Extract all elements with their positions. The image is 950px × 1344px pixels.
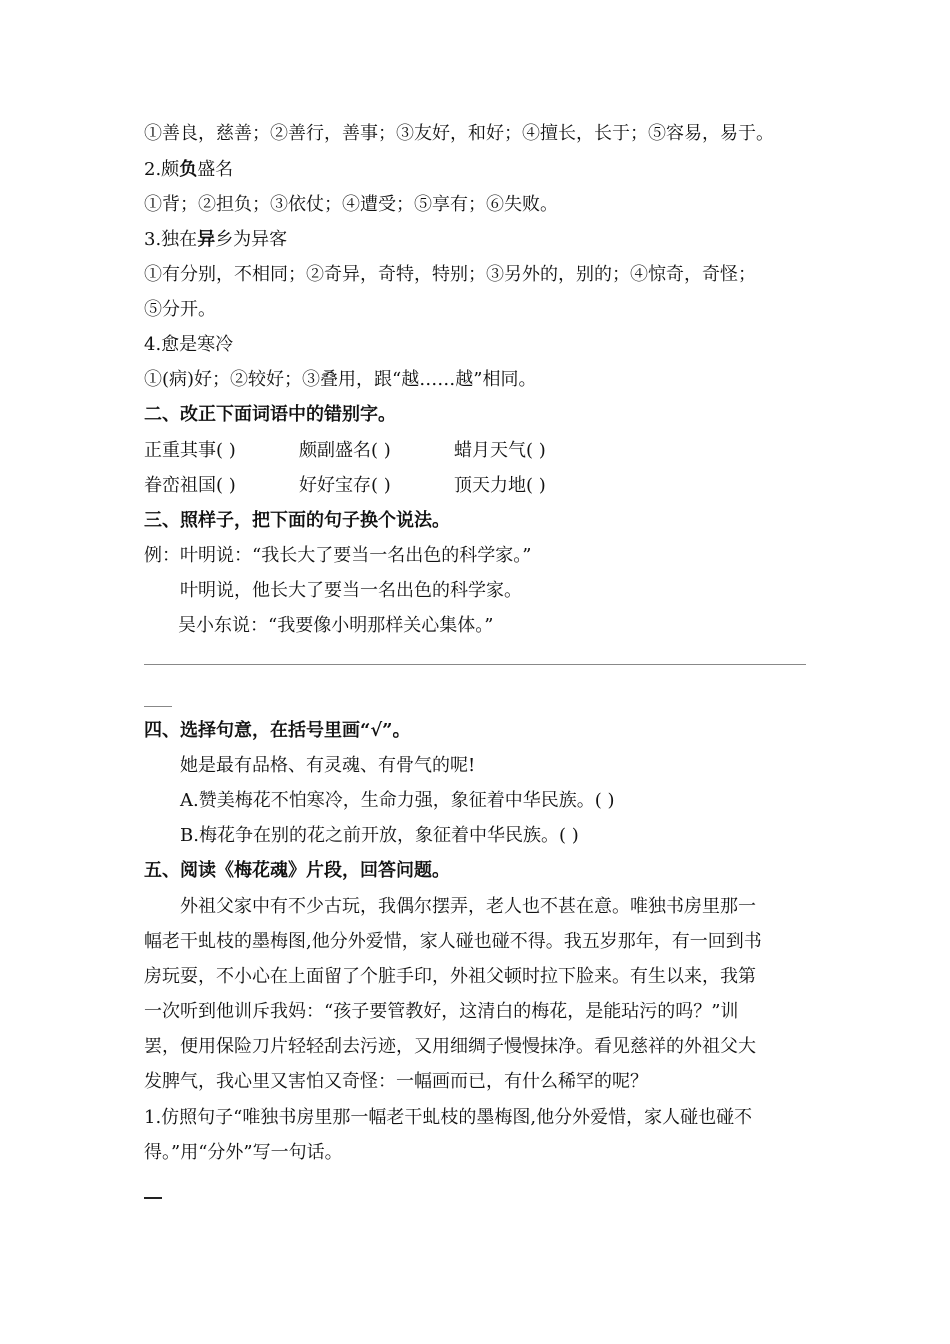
question-3-prefix: 3.独在 (144, 229, 198, 250)
section-3-question: 吴小东说：“我要像小明那样关心集体。” (178, 615, 494, 636)
definitions-shan: ①善良，慈善；②善行，善事；③友好，和好；④擅长，长于；⑤容易，易于。 (144, 123, 774, 144)
option-b[interactable]: B.梅花争在别的花之前开放，象征着中华民族。( ) (180, 825, 579, 846)
question-2-keyword: 负 (179, 159, 198, 180)
question-4-heading: 4.愈是寒冷 (144, 334, 234, 355)
section-5-question-1-line1: 1.仿照句子“唯独书房里那一幅老干虬枝的墨梅图,他分外爱惜，家人碰也碰不 (144, 1107, 753, 1128)
question-3-heading (144, 227, 810, 253)
correction-item[interactable]: 眷峦祖国( ) (144, 475, 236, 496)
section-2-row-2 (144, 473, 810, 499)
passage-line: 房玩耍，不小心在上面留了个脏手印，外祖父顿时拉下脸来。有生以来，我第 (144, 966, 756, 987)
question-3-suffix: 乡为异客 (215, 229, 288, 250)
section-3-example: 例：叶明说：“我长大了要当一名出色的科学家。” (144, 545, 532, 566)
answer-line[interactable] (144, 1197, 162, 1199)
question-2-prefix: 2.颇 (144, 159, 180, 180)
section-3-title: 三、照样子，把下面的句子换个说法。 (144, 510, 450, 531)
definitions-yi-line2: ⑤分开。 (144, 299, 216, 320)
correction-item[interactable]: 好好宝存( ) (299, 475, 391, 496)
correction-item[interactable]: 蜡月天气( ) (454, 440, 546, 461)
definitions-yi-line1: ①有分别，不相同；②奇异，奇特，特别；③另外的，别的；④惊奇，奇怪； (144, 264, 756, 285)
correction-item[interactable]: 正重其事( ) (144, 440, 236, 461)
section-2-title: 二、改正下面词语中的错别字。 (144, 404, 396, 425)
option-a[interactable]: A.赞美梅花不怕寒冷，生命力强，象征着中华民族。( ) (180, 790, 615, 811)
answer-line[interactable] (144, 664, 806, 665)
section-3-example-answer: 叶明说，他长大了要当一名出色的科学家。 (180, 580, 522, 601)
question-3-keyword: 异 (197, 229, 216, 250)
question-2-heading (144, 157, 810, 183)
correction-item[interactable]: 颇副盛名( ) (299, 440, 391, 461)
section-5-title: 五、阅读《梅花魂》片段，回答问题。 (144, 860, 450, 881)
passage-line: 幅老干虬枝的墨梅图,他分外爱惜，家人碰也碰不得。我五岁那年，有一回到书 (144, 931, 762, 952)
passage-line: 罢，便用保险刀片轻轻刮去污迹，又用细绸子慢慢抹净。看见慈祥的外祖父大 (144, 1036, 756, 1057)
answer-line-continuation[interactable] (144, 706, 172, 707)
definitions-yu: ①(病)好；②较好；③叠用，跟“越……越”相同。 (144, 369, 537, 390)
section-4-sentence: 她是最有品格、有灵魂、有骨气的呢! (180, 755, 476, 776)
passage-line: 发脾气，我心里又害怕又奇怪：一幅画而已，有什么稀罕的呢？ (144, 1071, 648, 1092)
section-2-row-1 (144, 438, 810, 464)
definitions-fu: ①背；②担负；③依仗；④遭受；⑤享有；⑥失败。 (144, 194, 558, 215)
passage-line: 外祖父家中有不少古玩，我偶尔摆弄，老人也不甚在意。唯独书房里那一 (180, 896, 756, 917)
section-4-title: 四、选择句意，在括号里画“√”。 (144, 720, 411, 741)
question-2-suffix: 盛名 (197, 159, 234, 180)
correction-item[interactable]: 顶天力地( ) (454, 475, 546, 496)
passage-line: 一次听到他训斥我妈：“孩子要管教好，这清白的梅花，是能玷污的吗？”训 (144, 1001, 739, 1022)
section-5-question-1-line2: 得。”用“分外”写一句话。 (144, 1142, 343, 1163)
